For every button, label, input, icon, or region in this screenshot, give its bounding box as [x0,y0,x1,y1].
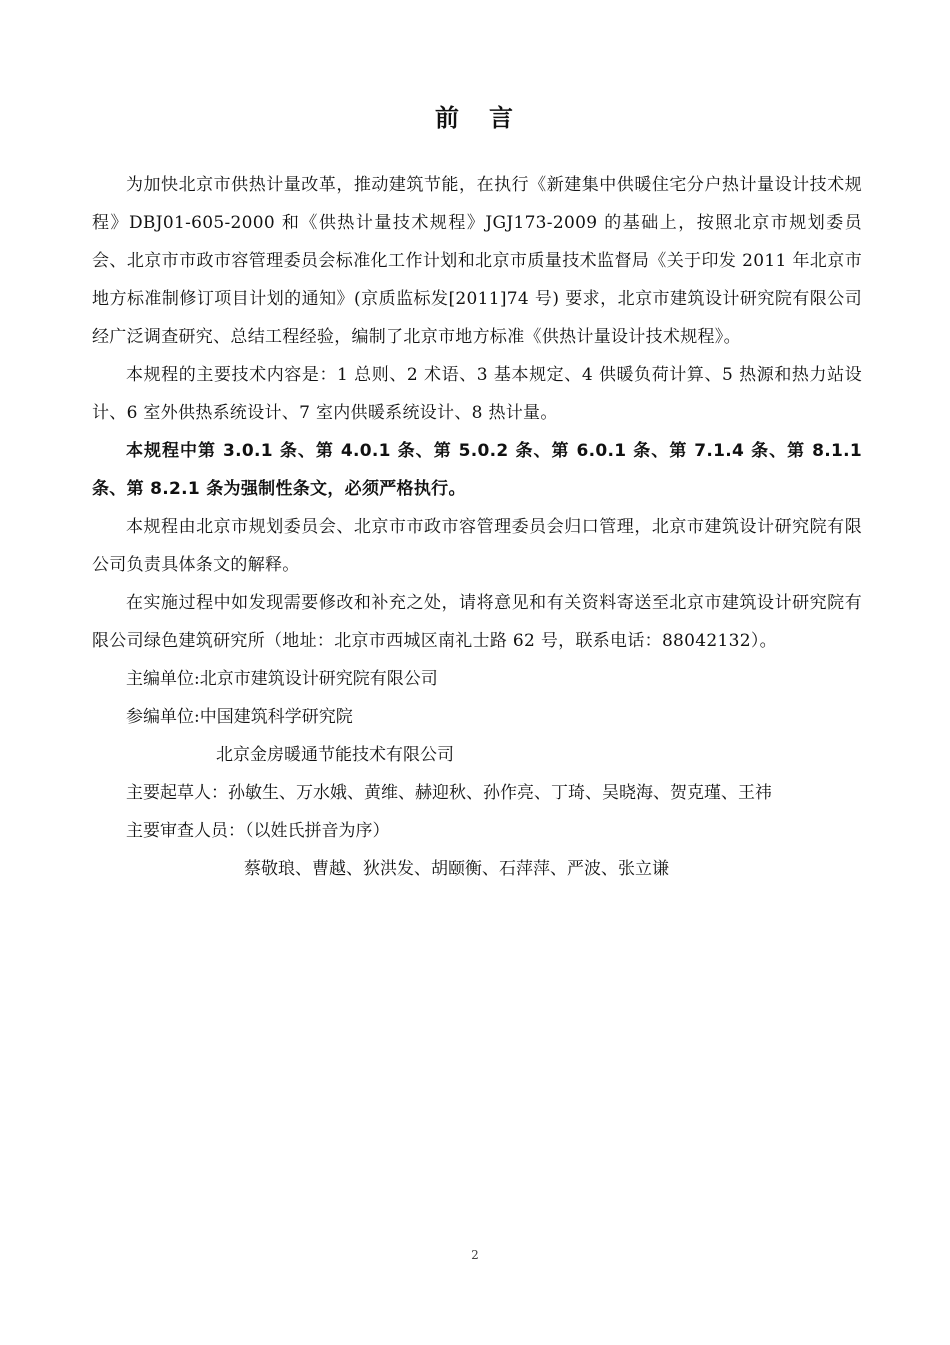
chief-editor-unit: 主编单位:北京市建筑设计研究院有限公司 [126,669,438,689]
paragraph-mandatory-provisions: 本规程中第 3.0.1 条、第 4.0.1 条、第 5.0.2 条、第 6.0.1 条、第 7.1.4 条、第 8.1.1 条、第 8.2.1 条为强制性条文，必须严格执行。 [92,441,862,499]
paragraph-management: 本规程由北京市规划委员会、北京市市政市容管理委员会归口管理，北京市建筑设计研究院有限公司负责具体条文的解释。 [92,517,862,575]
participating-unit-1: 参编单位:中国建筑科学研究院 [126,707,353,727]
page-number: 2 [471,1248,479,1262]
title-char-1: 前 [435,104,461,132]
paragraph-background: 为加快北京市供热计量改革，推动建筑节能，在执行《新建集中供暖住宅分户热计量设计技术规程》DBJ01-605-2000 和《供热计量技术规程》JGJ173-2009 的基础上，按照北京市规划委员会、北京市市政市容管理委员会标准化工作计划和北京市质量技术监督局《关于印发 2011 年北京市地方标准制修订项目计划的通知》(京质监标发[2011]74 号) 要求，北京市建筑设计研究院有限公司经广泛调查研究、总结工程经验，编制了北京市地方标准《供热计量设计技术规程》。 [92,175,862,347]
document-body [92,166,862,888]
reviewers-heading: 主要审查人员：（以姓氏拼音为序） [126,821,390,841]
title-char-2: 言 [489,104,515,132]
paragraph-feedback: 在实施过程中如发现需要修改和补充之处，请将意见和有关资料寄送至北京市建筑设计研究院有限公司绿色建筑研究所（地址：北京市西城区南礼士路 62 号，联系电话：88042132）。 [92,593,862,651]
main-drafters: 主要起草人：孙敏生、万水娥、黄维、赫迎秋、孙作亮、丁琦、吴晓海、贺克瑾、王祎 [126,783,772,803]
page-title [0,98,950,133]
participating-unit-2: 北京金房暖通节能技术有限公司 [216,745,454,765]
reviewers-list: 蔡敬琅、曹越、狄洪发、胡颐衡、石萍萍、严波、张立谦 [244,859,669,879]
paragraph-main-contents: 本规程的主要技术内容是：1 总则、2 术语、3 基本规定、4 供暖负荷计算、5 热源和热力站设计、6 室外供热系统设计、7 室内供暖系统设计、8 热计量。 [92,365,862,423]
